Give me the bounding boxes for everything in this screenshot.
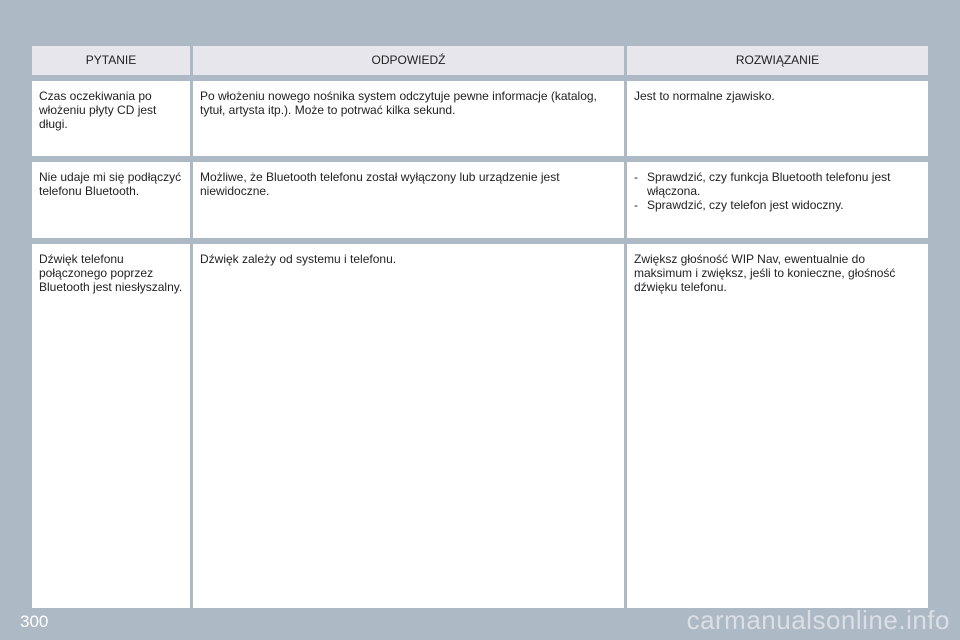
header-pytanie: PYTANIE: [32, 46, 190, 75]
row2-question: Nie udaje mi się podłączyć telefonu Bluetooth.: [32, 162, 190, 238]
row2-solution-item: - Sprawdzić, czy funkcja Bluetooth telefonu jest włączona.: [634, 170, 921, 198]
row2-solution: [627, 162, 928, 238]
row3-answer: Dźwięk zależy od systemu i telefonu.: [193, 244, 624, 608]
row1-answer: Po włożeniu nowego nośnika system odczytuje pewne informacje (katalog, tytuł, artysta itp.). Może to potrwać kilka sekund.: [193, 81, 624, 156]
row1-solution: Jest to normalne zjawisko.: [627, 81, 928, 156]
page-number: 300: [20, 612, 49, 631]
row1-question: Czas oczekiwania po włożeniu płyty CD jest długi.: [32, 81, 190, 156]
watermark: carmanualsonline.info: [686, 605, 950, 635]
row2-solution-list: [634, 170, 921, 212]
header-odpowiedz: ODPOWIEDŹ: [193, 46, 624, 75]
row3-solution: Zwiększ głośność WIP Nav, ewentualnie do maksimum i zwiększ, jeśli to konieczne, głośność dźwięku telefonu.: [627, 244, 928, 608]
row2-solution-item: - Sprawdzić, czy telefon jest widoczny.: [634, 198, 921, 212]
row2-answer: Możliwe, że Bluetooth telefonu został wyłączony lub urządzenie jest niewidoczne.: [193, 162, 624, 238]
row3-question: Dźwięk telefonu połączonego poprzez Bluetooth jest niesłyszalny.: [32, 244, 190, 608]
header-rozwiazanie: ROZWIĄZANIE: [627, 46, 928, 75]
